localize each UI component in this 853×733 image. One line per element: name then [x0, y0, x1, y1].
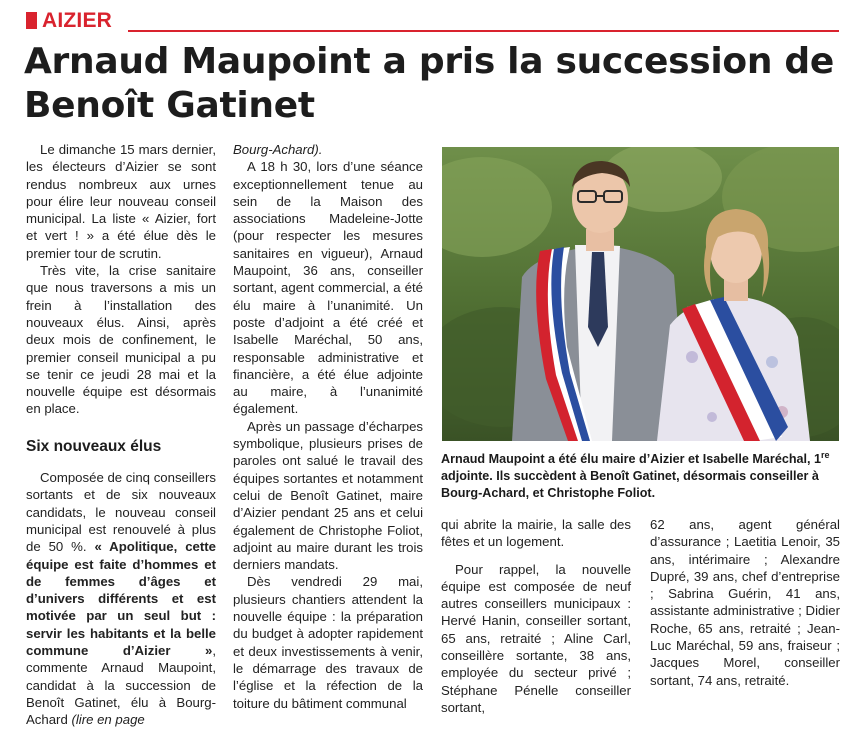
photo-caption: [441, 447, 841, 502]
photo-illustration: [442, 147, 839, 441]
paragraph-text: Composée de cinq conseillers sortants et de six nouveaux candidats, le nouveau conseil municipal est renouvelé à plus de 50 %.: [26, 470, 216, 555]
article-column-3: [441, 516, 631, 716]
page-reference-text: Bourg-Achard).: [233, 142, 323, 157]
photo-mayor-and-deputy: [442, 147, 839, 441]
paragraph-text: , commente Arnaud Maupoint, candidat à la succession de Benoît Gatinet, élu à Bourg-Achard: [26, 643, 216, 728]
paragraph: Dès vendredi 29 mai, plusieurs chantiers attendent la nouvelle équipe : la préparation du budget à adopter rapidement et deux investissements à venir, le démarrage des travaux de l’église et la réfection de la toiture du bâtiment communal: [233, 574, 423, 711]
paragraph: [26, 469, 216, 728]
section-kicker: AIZIER: [42, 9, 113, 32]
caption-text: adjointe. Ils succèdent à Benoît Gatinet, désormais conseiller à Bourg-Achard, et Christophe Foliot.: [441, 469, 819, 501]
caption-superscript: re: [821, 450, 830, 460]
headline: Arnaud Maupoint a pris la succession de Benoît Gatinet: [24, 41, 834, 126]
page-reference: (lire en page: [71, 712, 145, 728]
article-column-1: [26, 141, 216, 729]
paragraph: Très vite, la crise sanitaire que nous traversons a mis un frein à l’installation des nouveaux élus. Ainsi, après deux mois de confinement, le premier conseil municipal a pu se tenir ce jeudi 28 mai et la nouvelle équipe est désormais en place.: [26, 263, 216, 417]
kicker-rule: [128, 30, 839, 32]
kicker-marker: [26, 12, 37, 29]
caption-text: Arnaud Maupoint a été élu maire d’Aizier et Isabelle Maréchal, 1: [441, 452, 822, 467]
page-reference: [233, 141, 423, 158]
paragraph: qui abrite la mairie, la salle des fêtes et un logement.: [441, 517, 631, 550]
article-column-2: [233, 141, 423, 712]
paragraph: Pour rappel, la nouvelle équipe est composée de neuf autres conseillers municipaux : Hervé Hanin, conseiller sortant, 65 ans, retraité ; Aline Carl, conseillère sortante, 38 ans, employée du secteur privé ; Stéphane Pénelle conseiller sortant,: [441, 561, 631, 715]
paragraph: 62 ans, agent général d’assurance ; Laetitia Lenoir, 35 ans, intérimaire ; Alexandre Dupré, 39 ans, chef d’entreprise ; Sabrina Guérin, 41 ans, assistante administrative ; Didier Roche, 65 ans, retraité ; Jean-Luc Maréchal, 59 ans, fraiseur ; Jacques Morel, conseiller sortant, 74 ans, retraité.: [650, 517, 840, 688]
paragraph: Après un passage d’écharpes symbolique, plusieurs prises de paroles ont salué le travail des équipes sortantes et notamment celui de Benoît Gatinet, maire d’Aizier pendant 25 ans et celui également de Christophe Foliot, adjoint au maire durant les trois derniers mandats.: [233, 418, 423, 573]
paragraph: A 18 h 30, lors d’une séance exceptionnellement tenue au sein de la Maison des associations Madeleine-Jotte (pour respecter les mesures sanitaires en vigueur), Arnaud Maupoint, 36 ans, conseiller sortant, agent commercial, a été élu maire à l’unanimité. Un poste d’adjoint a été créé et Isabelle Maréchal, 50 ans, responsable administrative et financière, a été élue adjointe au maire, à l’unanimité également.: [233, 159, 423, 417]
article-column-4: [650, 516, 840, 689]
subheading: Six nouveaux élus: [26, 437, 162, 455]
paragraph: Le dimanche 15 mars dernier, les électeurs d’Aizier se sont rendus nombreux aux urnes pour élire leur nouveau conseil municipal. La liste « Aizier, fort et vert ! » a été élue dès le premier tour de scrutin.: [26, 142, 216, 261]
quote: « Apolitique, cette équipe est faite d’hommes et de femmes d’âges et d’univers différents et est motivée par un seul but : servir les habitants et la belle commune d’Aizier »: [26, 539, 216, 659]
